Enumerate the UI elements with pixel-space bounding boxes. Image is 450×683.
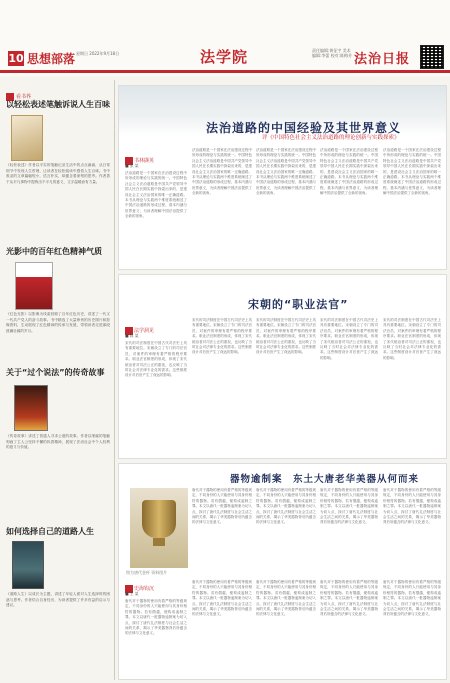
book-cover-image [12,541,44,589]
article-body: 宋代的司法制度在中国古代司法史上具有重要地位。宋朝设立了专门的司法官员，对案件的审理有着严格的程序要求。职业法官制度的形成，体现了宋代统治者对司法公正的重视，也反映了当时社会对法律专业化的需求。这些制度设计对后世产生了深远的影响。 [383,318,441,360]
photo-caption: 图为唐代金杯 资料图片 [126,570,168,575]
column-label-lawinsight: 法学洞见 [125,320,154,339]
left-item-body: 《传奇故事》讲述了普通人寻求公道的故事。作者以细腻的笔触刻画了主人公坚持不懈的执着精神，展现了法治社会中个人权利的意义与价值。 [6,434,110,450]
left-item-title: 光影中的百年红色精神气质 [6,247,102,256]
left-item-title: 关于“过个说法”的传奇故事 [6,368,105,377]
article-body: 法治道路是一个国家在法治建设过程中所形成的理论与实践的统一。中国特色社会主义法治道路是中国共产党领导中国人民在长期实践中探索出来的，是建设社会主义法治国家的唯一正确道路。本书从理论与实践两个维度系统阐述了中国法治道路的形成过程、基本内涵与世界意义，为读者理解中国法治提供了全新的视角。 [320,148,378,196]
article-body: 唐代对于器物的使用有着严格的等级规定，不同身份的人只能使用与其身份相符的器物。若有僭越，便构成逾制之罪。本文以唐代一桩器物逾制案为切入点，探讨了唐代礼法制度与社会生活之间的关系，揭示了华美器物背后所蕴含的法律与文化意义。 [320,488,378,525]
newspaper-logo: 法治日报 [354,52,411,67]
book-cover-image [11,115,43,161]
golden-cup-image [142,500,176,538]
issue-date: 星期日 2022年9月18日 [76,51,120,56]
section-title: 器物逾制案 东土大唐老华美器从何而来 [230,474,420,485]
article-body: 法治道路是一个国家在法治建设过程中所形成的理论与实践的统一。中国特色社会主义法治道路是中国共产党领导中国人民在长期实践中探索出来的，是建设社会主义法治国家的唯一正确道路。本书从理论与实践两个维度系统阐述了中国法治道路的形成过程、基本内涵与世界意义，为读者理解中国法治提供了全新的视角。 [192,148,252,196]
left-item-title: 如何选择自己的道路人生 [6,527,94,536]
left-item-body: 《道路人生》以成长为主题，讲述了年轻人面对人生选择时的困惑与思考。作者结合自身经历，为读者提供了许多有益的启示与建议。 [6,592,110,608]
article-body: 宋代的司法制度在中国古代司法史上具有重要地位。宋朝设立了专门的司法官员，对案件的审理有着严格的程序要求。职业法官制度的形成，体现了宋代统治者对司法公正的重视，也反映了当时社会对法律专业化的需求。这些制度设计对后世产生了深远的影响。 [125,341,187,378]
article-author: ■ 张 某 [125,163,139,168]
feature-subtitle: 评《中国特色社会主义法治道路的理论创新与实践探索》 [262,135,400,141]
article-body: 唐代对于器物的使用有着严格的等级规定，不同身份的人只能使用与其身份相符的器物。若有僭越，便构成逾制之罪。本文以唐代一桩器物逾制案为切入点，探讨了唐代礼法制度与社会生活之间的关系，揭示了华美器物背后所蕴含的法律与文化意义。 [125,599,187,636]
article-author: ■ 陈 某 [125,333,139,338]
tag-label: 看书界 [16,94,32,100]
article-body: 法治道路是一个国家在法治建设过程中所形成的理论与实践的统一。中国特色社会主义法治道路是中国共产党领导中国人民在长期实践中探索出来的，是建设社会主义法治国家的唯一正确道路。本书从理论与实践两个维度系统阐述了中国法治道路的形成过程、基本内涵与世界意义，为读者理解中国法治提供了全新的视角。 [125,171,187,219]
left-item-body: 《轻松表述》作者以平实的笔触记录生活中的点点滴滴，从日常细节中发现人生哲理，让读者在轻松阅读中感悟人生百味。书中收录的文章篇幅短小，语言朴实，却蕴含着深刻的思考。作者善于从平凡事物中提炼出不平凡的意义，文字温暖而有力量。 [6,163,110,184]
article-body: 法治道路是一个国家在法治建设过程中所形成的理论与实践的统一。中国特色社会主义法治道路是中国共产党领导中国人民在长期实践中探索出来的，是建设社会主义法治国家的唯一正确道路。本书从理论与实践两个维度系统阐述了中国法治道路的形成过程、基本内涵与世界意义，为读者理解中国法治提供了全新的视角。 [383,148,441,196]
editor-credits: 责任编辑:黄征宇 美术编辑:李蕾 校对:陈梅芳 [312,48,352,58]
column-label-history: 史海钩沉 [125,578,154,597]
article-body: 唐代对于器物的使用有着严格的等级规定，不同身份的人只能使用与其身份相符的器物。若有僭越，便构成逾制之罪。本文以唐代一桩器物逾制案为切入点，探讨了唐代礼法制度与社会生活之间的关系，揭示了华美器物背后所蕴含的法律与文化意义。 [192,580,252,617]
article-body: 唐代对于器物的使用有着严格的等级规定，不同身份的人只能使用与其身份相符的器物。若有僭越，便构成逾制之罪。本文以唐代一桩器物逾制案为切入点，探讨了唐代礼法制度与社会生活之间的关系，揭示了华美器物背后所蕴含的法律与文化意义。 [192,488,252,525]
column-divider [114,80,115,680]
qr-code-icon [420,45,444,69]
book-cover-image [15,262,53,310]
book-cover-image [14,385,48,431]
feature-main-title: 法治道路的中国经验及其世界意义 [206,121,402,135]
page-number: 10 [8,52,24,65]
page-title: 法学院 [200,48,249,66]
article-body: 唐代对于器物的使用有着严格的等级规定，不同身份的人只能使用与其身份相符的器物。若有僭越，便构成逾制之罪。本文以唐代一桩器物逾制案为切入点，探讨了唐代礼法制度与社会生活之间的关系，揭示了华美器物背后所蕴含的法律与文化意义。 [256,580,316,617]
left-item-body: 《红色光影》以影像为线索回顾了百年红色历史，讲述了一代又一代共产党人的奋斗故事。书中精选了大量珍贵的历史图片和影像资料，生动展现了红色精神的传承与发展，带领读者走进那段波澜壮阔的岁月。 [6,312,110,333]
article-body: 宋代的司法制度在中国古代司法史上具有重要地位。宋朝设立了专门的司法官员，对案件的审理有着严格的程序要求。职业法官制度的形成，体现了宋代统治者对司法公正的重视，也反映了当时社会对法律专业化的需求。这些制度设计对后世产生了深远的影响。 [192,318,252,355]
article-body: 唐代对于器物的使用有着严格的等级规定，不同身份的人只能使用与其身份相符的器物。若有僭越，便构成逾制之罪。本文以唐代一桩器物逾制案为切入点，探讨了唐代礼法制度与社会生活之间的关系，揭示了华美器物背后所蕴含的法律与文化意义。 [383,580,441,617]
article-author: ■ 王 某 [125,591,139,596]
article-body: 法治道路是一个国家在法治建设过程中所形成的理论与实践的统一。中国特色社会主义法治道路是中国共产党领导中国人民在长期实践中探索出来的，是建设社会主义法治国家的唯一正确道路。本书从理论与实践两个维度系统阐述了中国法治道路的形成过程、基本内涵与世界意义，为读者理解中国法治提供了全新的视角。 [256,148,316,196]
column-label-bookreview: 书林撷英 [125,150,154,169]
cup-foot [153,538,165,546]
article-body: 宋代的司法制度在中国古代司法史上具有重要地位。宋朝设立了专门的司法官员，对案件的审理有着严格的程序要求。职业法官制度的形成，体现了宋代统治者对司法公正的重视，也反映了当时社会对法律专业化的需求。这些制度设计对后世产生了深远的影响。 [256,318,316,355]
article-body: 唐代对于器物的使用有着严格的等级规定，不同身份的人只能使用与其身份相符的器物。若有僭越，便构成逾制之罪。本文以唐代一桩器物逾制案为切入点，探讨了唐代礼法制度与社会生活之间的关系，揭示了华美器物背后所蕴含的法律与文化意义。 [320,580,378,617]
article-body: 宋代的司法制度在中国古代司法史上具有重要地位。宋朝设立了专门的司法官员，对案件的审理有着严格的程序要求。职业法官制度的形成，体现了宋代统治者对司法公正的重视，也反映了当时社会对法律专业化的需求。这些制度设计对后世产生了深远的影响。 [320,318,378,360]
header-rule [0,70,450,73]
article-body: 唐代对于器物的使用有着严格的等级规定，不同身份的人只能使用与其身份相符的器物。若有僭越，便构成逾制之罪。本文以唐代一桩器物逾制案为切入点，探讨了唐代礼法制度与社会生活之间的关系，揭示了华美器物背后所蕴含的法律与文化意义。 [256,488,316,525]
section-name: 思想部落 [27,52,76,66]
left-item-title: 以轻松表述笔触诉说人生百味 [6,100,110,109]
section-title: 宋朝的“职业法官” [248,298,349,311]
article-body: 唐代对于器物的使用有着严格的等级规定，不同身份的人只能使用与其身份相符的器物。若有僭越，便构成逾制之罪。本文以唐代一桩器物逾制案为切入点，探讨了唐代礼法制度与社会生活之间的关系，揭示了华美器物背后所蕴含的法律与文化意义。 [383,488,441,525]
